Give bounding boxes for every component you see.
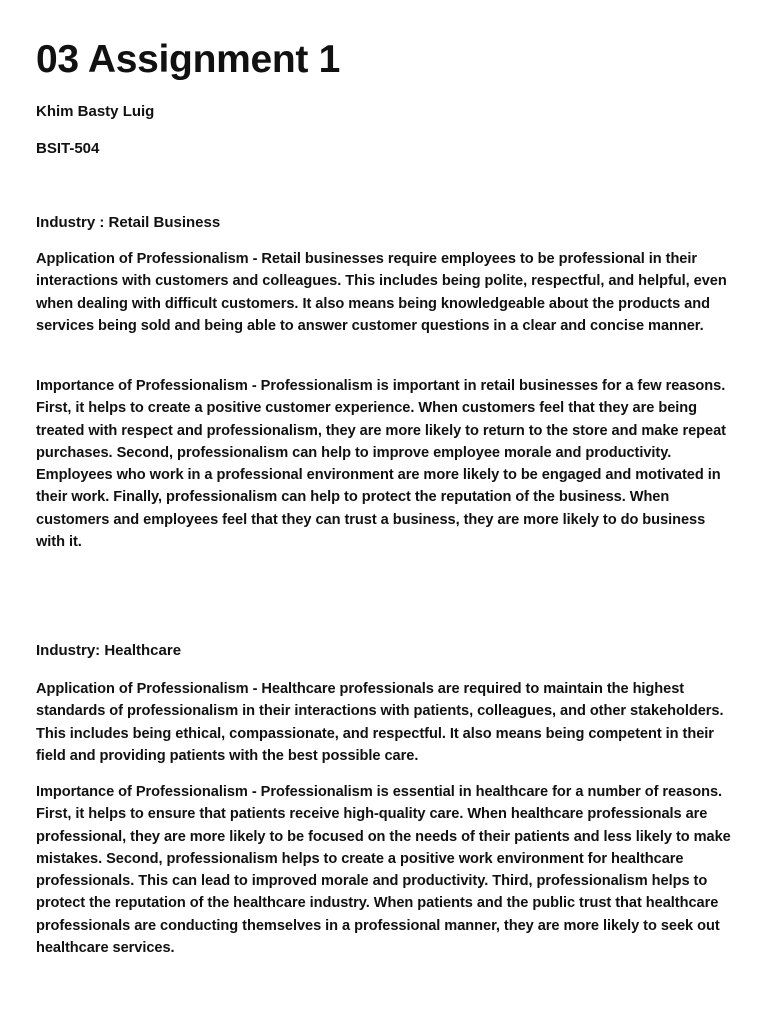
- document-title: 03 Assignment 1: [36, 38, 340, 81]
- retail-importance-paragraph: Importance of Professionalism - Professionalism is important in retail businesses for a few reasons. First, it helps to create a positive customer experience. When customers feel that they are being treated with respect and professionalism, they are more likely to return to the store and make repeat purchases. Second, professionalism can help to improve employee morale and productivity. Employees who work in a professional environment are more likely to be engaged and motivated in their work. Finally, professionalism can help to protect the reputation of the business. When customers and employees feel that they can trust a business, they are more likely to do business with it.: [36, 378, 726, 551]
- healthcare-application-paragraph: Application of Professionalism - Healthcare professionals are required to maintain the highest standards of professionalism in their interactions with patients, colleagues, and other stakeholders. This includes being ethical, compassionate, and respectful. It also means being competent in their field and providing patients with the best possible care.: [36, 681, 724, 764]
- industry-heading-retail: Industry : Retail Business: [36, 214, 221, 231]
- industry-heading-healthcare: Industry: Healthcare: [36, 642, 182, 659]
- author-name: Khim Basty Luig: [36, 103, 155, 120]
- section-code: BSIT-504: [36, 140, 100, 157]
- healthcare-importance-paragraph: Importance of Professionalism - Professionalism is essential in healthcare for a number of reasons. First, it helps to ensure that patients receive high-quality care. When healthcare professionals are professional, they are more likely to be focused on the needs of their patients and less likely to make mistakes. Second, professionalism helps to create a positive work environment for healthcare professionals. This can lead to improved morale and productivity. Third, professionalism helps to protect the reputation of the healthcare industry. When patients and the public trust that healthcare professionals are conducting themselves in a professional manner, they are more likely to seek out healthcare services.: [36, 784, 731, 957]
- retail-application-paragraph: Application of Professionalism - Retail businesses require employees to be professional in their interactions with customers and colleagues. This includes being polite, respectful, and helpful, even when dealing with difficult customers. It also means being knowledgeable about the products and services being sold and being able to answer customer questions in a clear and concise manner.: [36, 251, 727, 334]
